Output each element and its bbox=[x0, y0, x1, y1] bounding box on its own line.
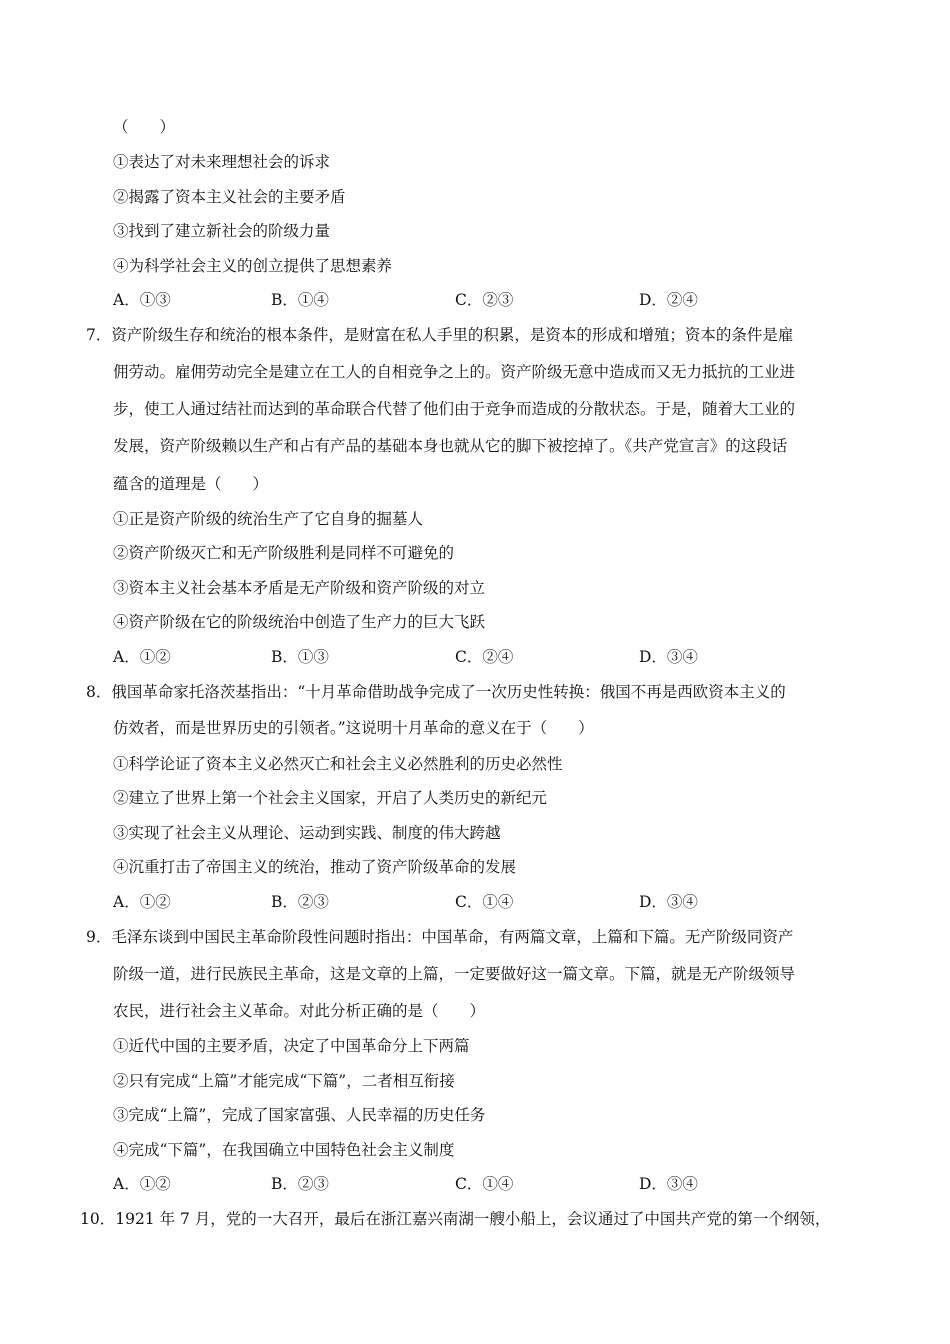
q9-option-a[interactable]: A．①② bbox=[113, 1175, 171, 1193]
q7-stem-line-2: 佣劳动。雇佣劳动完全是建立在工人的自相竞争之上的。资产阶级无意中造成而又无力抵抗的工业进 bbox=[113, 363, 796, 381]
q7-stem-line-4: 发展，资产阶级赖以生产和占有产品的基础本身也就从它的脚下被挖掉了。《共产党宣言》的这段话 bbox=[113, 437, 788, 455]
q7-stem-line-1: 7．资产阶级生存和统治的根本条件，是财富在私人手里的积累，是资本的形成和增殖；资本的条件是雇 bbox=[86, 326, 794, 344]
q7-option-c[interactable]: C．②④ bbox=[455, 648, 514, 666]
q8-item-2: ②建立了世界上第一个社会主义国家，开启了人类历史的新纪元 bbox=[113, 789, 548, 807]
q9-option-c[interactable]: C．①④ bbox=[455, 1175, 514, 1193]
q6-item-1: ①表达了对未来理想社会的诉求 bbox=[113, 153, 331, 171]
q9-stem-line-3: 农民，进行社会主义革命。对此分析正确的是（ ） bbox=[113, 1002, 486, 1020]
q8-option-c[interactable]: C．①④ bbox=[455, 893, 514, 911]
q8-item-3: ③实现了社会主义从理论、运动到实践、制度的伟大跨越 bbox=[113, 824, 501, 842]
q9-item-4: ④完成“下篇”，在我国确立中国特色社会主义制度 bbox=[113, 1141, 455, 1159]
q6-option-d[interactable]: D．②④ bbox=[639, 291, 698, 309]
q6-answer-paren: （ ） bbox=[113, 118, 176, 136]
q6-option-b[interactable]: B．①④ bbox=[271, 291, 329, 309]
q6-item-4: ④为科学社会主义的创立提供了思想素养 bbox=[113, 257, 393, 275]
q7-stem-line-5: 蕴含的道理是（ ） bbox=[113, 475, 269, 493]
q7-option-a[interactable]: A．①② bbox=[113, 648, 171, 666]
q9-item-3: ③完成“上篇”，完成了国家富强、人民幸福的历史任务 bbox=[113, 1106, 486, 1124]
q8-option-d[interactable]: D．③④ bbox=[639, 893, 698, 911]
q7-item-4: ④资产阶级在它的阶级统治中创造了生产力的巨大飞跃 bbox=[113, 613, 486, 631]
q9-stem-line-1: 9．毛泽东谈到中国民主革命阶段性问题时指出：中国革命，有两篇文章，上篇和下篇。无产阶级同资产 bbox=[86, 928, 794, 946]
q7-item-3: ③资本主义社会基本矛盾是无产阶级和资产阶级的对立 bbox=[113, 579, 486, 597]
q8-stem-line-2: 仿效者，而是世界历史的引领者。”这说明十月革命的意义在于（ ） bbox=[113, 719, 594, 737]
q8-item-1: ①科学论证了资本主义必然灭亡和社会主义必然胜利的历史必然性 bbox=[113, 755, 563, 773]
q6-item-2: ②揭露了资本主义社会的主要矛盾 bbox=[113, 188, 346, 206]
q10-stem-line-1: 10．1921 年 7 月，党的一大召开，最后在浙江嘉兴南湖一艘小船上，会议通过了中国共产党的第一个纲领， bbox=[80, 1210, 831, 1228]
q8-option-b[interactable]: B．②③ bbox=[271, 893, 329, 911]
q7-option-d[interactable]: D．③④ bbox=[639, 648, 698, 666]
q7-item-2: ②资产阶级灭亡和无产阶级胜利是同样不可避免的 bbox=[113, 544, 455, 562]
q6-item-3: ③找到了建立新社会的阶级力量 bbox=[113, 222, 331, 240]
q7-option-b[interactable]: B．①③ bbox=[271, 648, 329, 666]
q6-option-a[interactable]: A．①③ bbox=[113, 291, 171, 309]
q9-item-2: ②只有完成“上篇”才能完成“下篇”，二者相互衔接 bbox=[113, 1072, 455, 1090]
q9-option-d[interactable]: D．③④ bbox=[639, 1175, 698, 1193]
q8-option-a[interactable]: A．①② bbox=[113, 893, 171, 911]
q7-stem-line-3: 步，使工人通过结社而达到的革命联合代替了他们由于竞争而造成的分散状态。于是，随着大工业的 bbox=[113, 400, 796, 418]
q7-item-1: ①正是资产阶级的统治生产了它自身的掘墓人 bbox=[113, 510, 424, 528]
q9-stem-line-2: 阶级一道，进行民族民主革命，这是文章的上篇，一定要做好这一篇文章。下篇，就是无产阶级领导 bbox=[113, 965, 796, 983]
q8-stem-line-1: 8．俄国革命家托洛茨基指出：“十月革命借助战争完成了一次历史性转换：俄国不再是西欧资本主义的 bbox=[86, 683, 786, 701]
q9-item-1: ①近代中国的主要矛盾，决定了中国革命分上下两篇 bbox=[113, 1037, 470, 1055]
q9-option-b[interactable]: B．②③ bbox=[271, 1175, 329, 1193]
q6-option-c[interactable]: C．②③ bbox=[455, 291, 514, 309]
q8-item-4: ④沉重打击了帝国主义的统治，推动了资产阶级革命的发展 bbox=[113, 858, 517, 876]
